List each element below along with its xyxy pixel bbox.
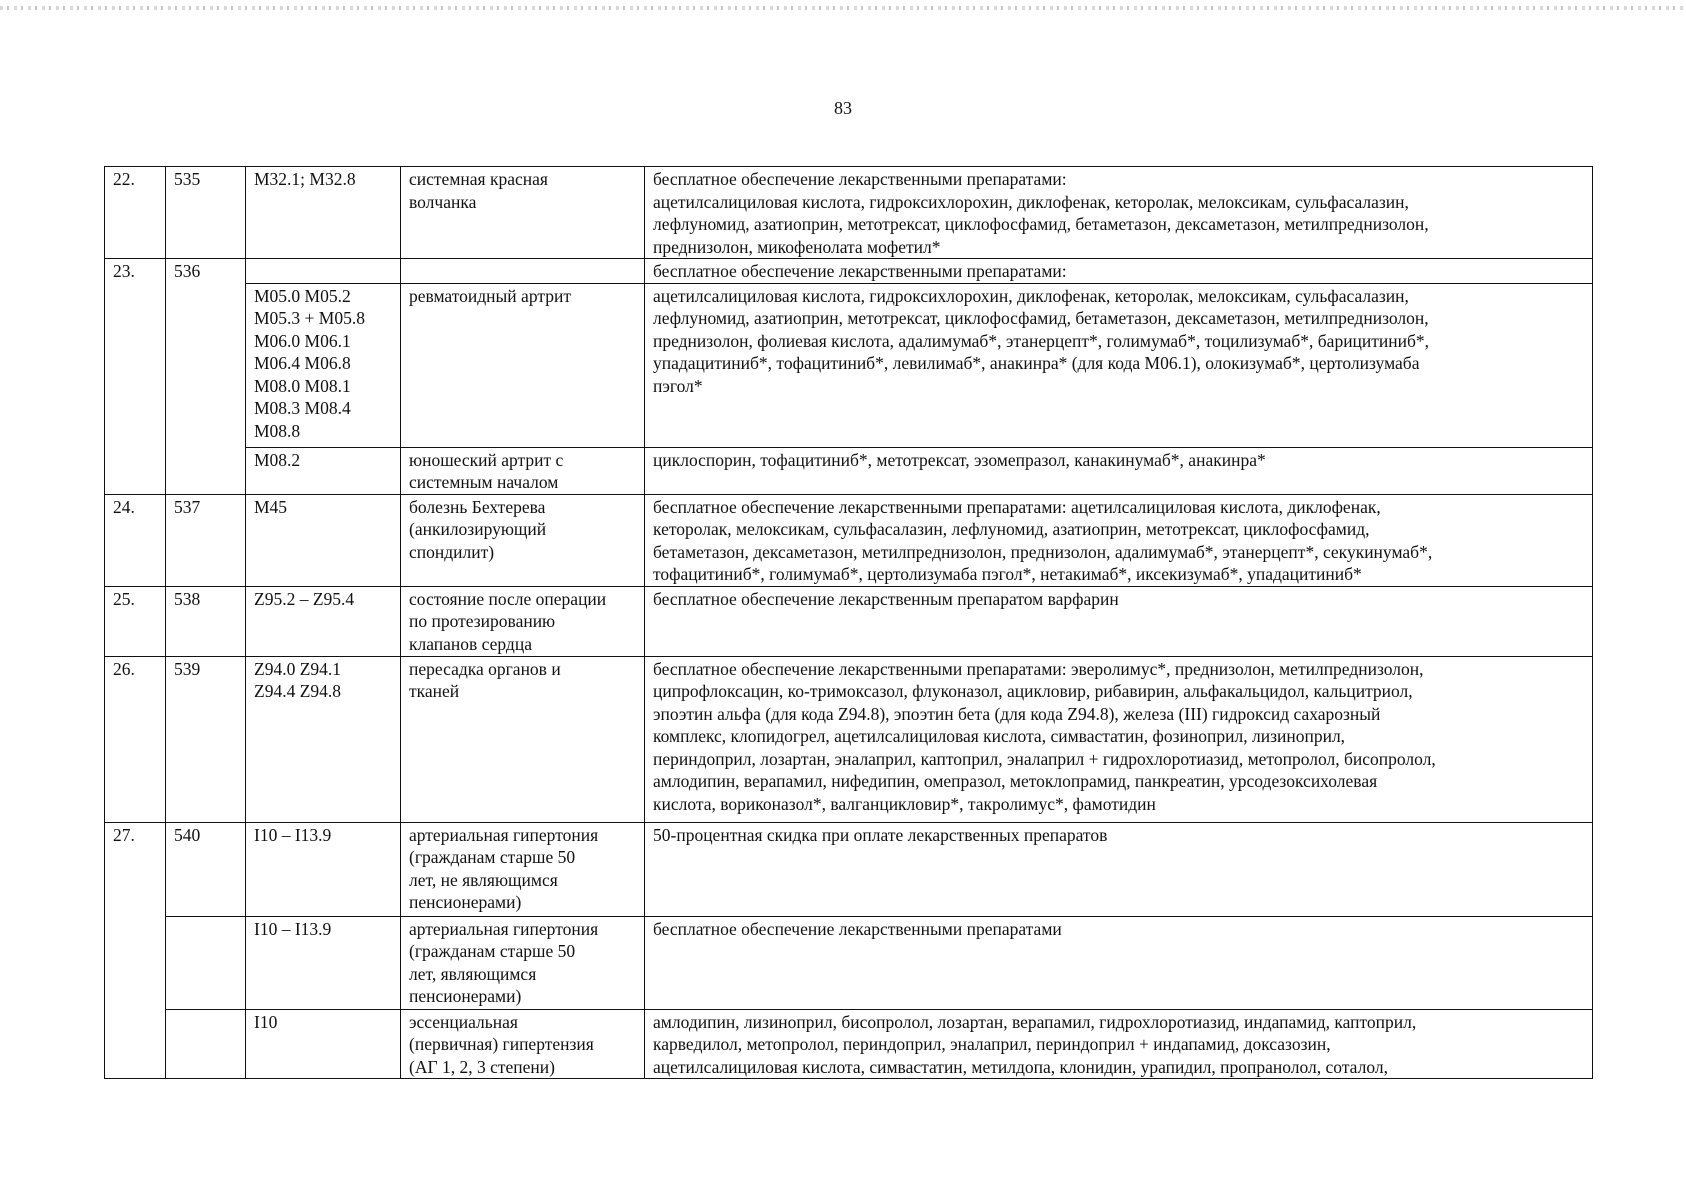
category-code: 537 [166,494,246,586]
row-number: 22. [105,167,166,259]
benefit-line: периндоприл, лозартан, эналаприл, каптоприл, эналаприл + гидрохлоротиазид, метопролол, бисопролол, [653,748,1436,769]
diagnosis [401,1009,645,1079]
row-number: 24. [105,494,166,586]
benefits-table [104,166,1593,1079]
diagnosis [401,916,645,1009]
icd-codes: M45 [246,494,401,586]
diagnosis-line: лет, не являющимся [409,869,558,890]
diagnosis-line: клапанов сердца [409,633,532,654]
benefit-line: лефлуномид, азатиоприн, метотрексат, циклофосфамид, бетаметазон, дексаметазон, метилпреднизолон, [653,214,1429,234]
diagnosis [401,822,645,916]
icd-line: Z94.0 Z94.1 [254,658,342,679]
icd-line: M08.8 [254,420,301,441]
benefit-line: бесплатное обеспечение лекарственным препаратом варфарин [653,588,1119,609]
row-number: 23. [105,259,166,495]
diagnosis-line: состояние после операции [409,588,607,609]
diagnosis-empty [401,259,645,284]
diagnosis-line: (первичная) гипертензия [409,1034,594,1054]
benefit-line: 50-процентная скидка при оплате лекарственных препаратов [653,824,1108,845]
benefit-line: ацетилсалициловая кислота, гидроксихлорохин, диклофенак, кеторолак, мелоксикам, сульфасалазин, [653,191,1409,212]
icd-line: Z94.4 Z94.8 [254,681,342,701]
icd-codes-empty [246,259,401,284]
icd-codes: M08.2 [246,447,401,494]
diagnosis-line: пенсионерами) [409,986,522,1006]
diagnosis-line: тканей [409,681,460,701]
diagnosis [401,586,645,656]
benefit-description [645,822,1593,916]
category-code: 536 [166,259,246,495]
diagnosis-line: (гражданам старше 50 [409,941,576,961]
benefit-description [645,283,1593,447]
benefit-line: амлодипин, лизиноприл, бисопролол, лозартан, верапамил, гидрохлоротиазид, индапамид, каптоприл, [653,1011,1417,1032]
benefit-line: тофацитиниб*, голимумаб*, цертолизумаба пэгол*, нетакимаб*, иксекизумаб*, упадацитиниб* [653,564,1362,584]
diagnosis-line: пересадка органов и [409,658,561,679]
benefit-line: кислота, вориконазол*, валганцикловир*, такролимус*, фамотидин [653,793,1156,814]
icd-line: M06.0 M06.1 [254,330,351,351]
scan-edge-noise [0,6,1686,10]
benefit-line: бесплатное обеспечение лекарственными препаратами [653,918,1062,939]
icd-codes: I10 [246,1009,401,1079]
diagnosis-line: артериальная гипертония [409,918,599,939]
icd-line: M08.0 M08.1 [254,375,351,396]
benefit-description [645,447,1593,494]
icd-codes: I10 – I13.9 [246,822,401,916]
category-code: 535 [166,167,246,259]
table-row-26 [105,656,1593,822]
diagnosis [401,494,645,586]
benefit-line: преднизолон, фолиевая кислота, адалимумаб*, этанерцепт*, голимумаб*, тоцилизумаб*, барицитиниб*, [653,330,1430,351]
icd-line: M06.4 M06.8 [254,353,351,373]
benefit-line: циклоспорин, тофацитиниб*, метотрексат, эзомепразол, канакинумаб*, анакинра* [653,449,1266,470]
icd-codes: M32.1; M32.8 [246,167,401,259]
category-code: 539 [166,656,246,822]
table-subrow-27-3 [105,1009,1593,1079]
benefit-line: лефлуномид, азатиоприн, метотрексат, циклофосфамид, бетаметазон, дексаметазон, метилпреднизолон, [653,308,1429,328]
category-code-empty [166,1009,246,1079]
icd-line: M05.3 + M05.8 [254,308,365,328]
benefit-description [645,586,1593,656]
diagnosis [401,447,645,494]
table-row-24 [105,494,1593,586]
diagnosis-line: артериальная гипертония [409,824,599,845]
diagnosis-line: системная красная [409,169,548,189]
diagnosis-line: системным началом [409,472,559,492]
benefit-description [645,656,1593,822]
diagnosis-line: юношеский артрит с [409,449,564,470]
table-row-25 [105,586,1593,656]
benefit-line: бесплатное обеспечение лекарственными препаратами: эверолимус*, преднизолон, метилпреднизолон, [653,658,1424,679]
benefit-line: бесплатное обеспечение лекарственными препаратами: ацетилсалициловая кислота, диклофенак, [653,496,1381,517]
row-number: 25. [105,586,166,656]
icd-codes [246,656,401,822]
benefit-line: бесплатное обеспечение лекарственными препаратами: [653,169,1067,189]
category-code: 540 [166,822,246,916]
diagnosis [401,283,645,447]
diagnosis-line: болезнь Бехтерева [409,496,546,517]
benefit-line: ципрофлоксацин, ко-тримоксазол, флуконазол, ацикловир, рибавирин, альфакальцидол, кальцитриол, [653,681,1413,701]
page-number: 83 [834,98,852,118]
icd-codes [246,283,401,447]
icd-codes: Z95.2 – Z95.4 [246,586,401,656]
table-subrow-23-2 [105,447,1593,494]
category-code: 538 [166,586,246,656]
benefit-line: пэгол* [653,375,703,396]
icd-line: M08.3 M08.4 [254,398,351,418]
benefit-description [645,167,1593,259]
benefit-line: кеторолак, мелоксикам, сульфасалазин, лефлуномид, азатиоприн, метотрексат, циклофосфамид, [653,519,1370,539]
benefit-description [645,494,1593,586]
diagnosis-line: спондилит) [409,541,495,562]
benefit-line: эпоэтин альфа (для кода Z94.8), эпоэтин бета (для кода Z94.8), железа (III) гидроксид сахарозный [653,703,1381,724]
benefit-line: упадацитиниб*, тофацитиниб*, левилимаб*, анакинра* (для кода M06.1), олокизумаб*, цертолизумаба [653,353,1420,373]
row-number: 27. [105,822,166,1079]
diagnosis-line: (АГ 1, 2, 3 степени) [409,1056,555,1077]
diagnosis-line: по протезированию [409,611,556,631]
benefit-description: бесплатное обеспечение лекарственными препаратами: [645,259,1593,284]
diagnosis-line: ревматоидный артрит [409,285,571,306]
diagnosis-line: эссенциальная [409,1011,518,1032]
benefit-line: карведилол, метопролол, периндоприл, эналаприл, периндоприл + индапамид, доксазозин, [653,1034,1331,1054]
benefit-line: комплекс, клопидогрел, ацетилсалициловая кислота, симвастатин, фозиноприл, лизиноприл, [653,726,1346,746]
benefit-line: амлодипин, верапамил, нифедипин, омепразол, метоклопрамид, панкреатин, урсодезоксихолевая [653,771,1378,791]
benefit-line: ацетилсалициловая кислота, гидроксихлорохин, диклофенак, кеторолак, мелоксикам, сульфасалазин, [653,285,1409,306]
table-subrow-27-2 [105,916,1593,1009]
diagnosis-line: волчанка [409,191,477,212]
table-row-23 [105,259,1593,284]
table-subrow-23-1 [105,283,1593,447]
benefit-line: ацетилсалициловая кислота, симвастатин, метилдопа, клонидин, урапидил, пропранолол, соталол, [653,1056,1388,1077]
diagnosis-line: (гражданам старше 50 [409,847,576,867]
benefit-description [645,916,1593,1009]
benefit-description [645,1009,1593,1079]
diagnosis-line: (анкилозирующий [409,519,547,539]
icd-line: M05.0 M05.2 [254,285,351,306]
diagnosis [401,167,645,259]
table-row-22 [105,167,1593,259]
benefit-line: преднизолон, микофенолата мофетил* [653,236,941,257]
benefit-line: бетаметазон, дексаметазон, метилпреднизолон, преднизолон, адалимумаб*, этанерцепт*, секукинумаб*, [653,541,1433,562]
diagnosis-line: пенсионерами) [409,892,522,912]
diagnosis [401,656,645,822]
icd-codes: I10 – I13.9 [246,916,401,1009]
table-row-27 [105,822,1593,916]
row-number: 26. [105,656,166,822]
diagnosis-line: лет, являющимся [409,963,537,984]
category-code-empty [166,916,246,1009]
